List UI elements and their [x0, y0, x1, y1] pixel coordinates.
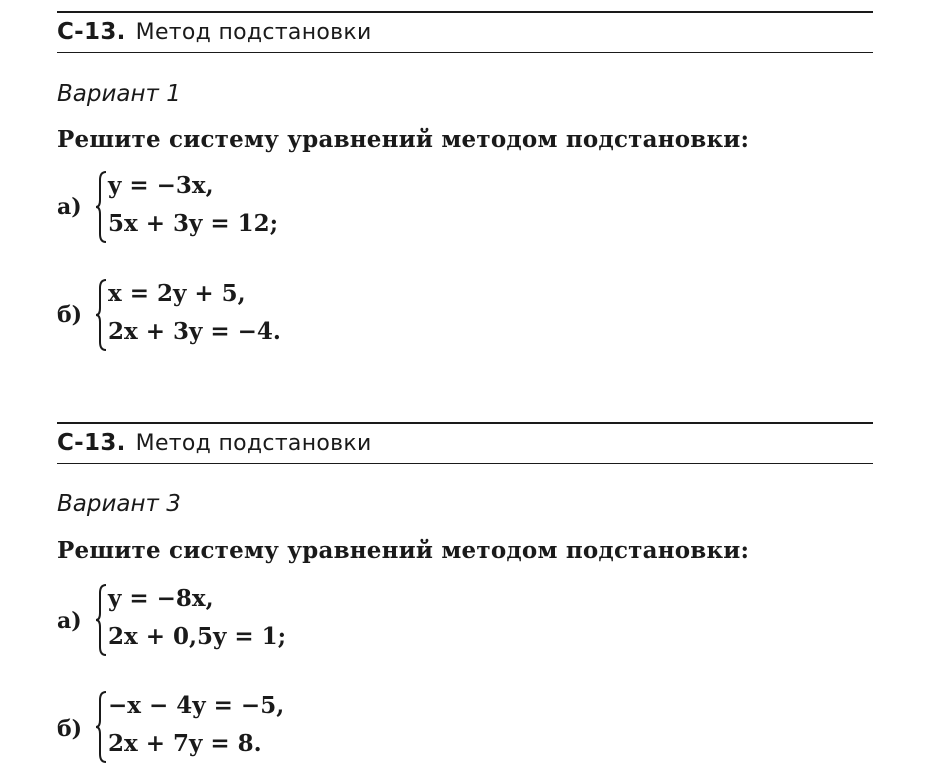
task-statement: Решите систему уравнений методом подстановки:	[57, 537, 750, 564]
section-header-rule	[57, 52, 873, 53]
equation: y = −8x,	[108, 585, 214, 612]
equation: y = −3x,	[108, 172, 214, 199]
brace-icon	[95, 583, 107, 657]
section-header-rule	[57, 463, 873, 464]
brace-icon	[95, 170, 107, 244]
item-label: б)	[57, 716, 83, 742]
brace-icon	[95, 278, 107, 352]
equation: −x − 4y = −5,	[108, 692, 285, 719]
section-code: С-13.	[57, 19, 126, 45]
section-title: Метод подстановки	[135, 20, 372, 45]
section-header	[57, 430, 372, 456]
section-title: Метод подстановки	[135, 431, 372, 456]
item-label: а)	[57, 608, 82, 634]
equation: 2x + 3y = −4.	[108, 318, 281, 345]
variant-heading: Вариант 1	[57, 81, 181, 107]
section-top-rule	[57, 11, 873, 13]
equation: 2x + 0,5y = 1;	[108, 623, 287, 650]
item-label: а)	[57, 194, 82, 220]
item-label: б)	[57, 302, 83, 328]
section-code: С-13.	[57, 430, 126, 456]
section-top-rule	[57, 422, 873, 424]
variant-heading: Вариант 3	[57, 491, 181, 517]
task-statement: Решите систему уравнений методом подстановки:	[57, 126, 750, 153]
equation: x = 2y + 5,	[108, 280, 246, 307]
brace-icon	[95, 690, 107, 764]
equation: 2x + 7y = 8.	[108, 730, 262, 757]
equation: 5x + 3y = 12;	[108, 210, 279, 237]
section-header	[57, 19, 372, 45]
